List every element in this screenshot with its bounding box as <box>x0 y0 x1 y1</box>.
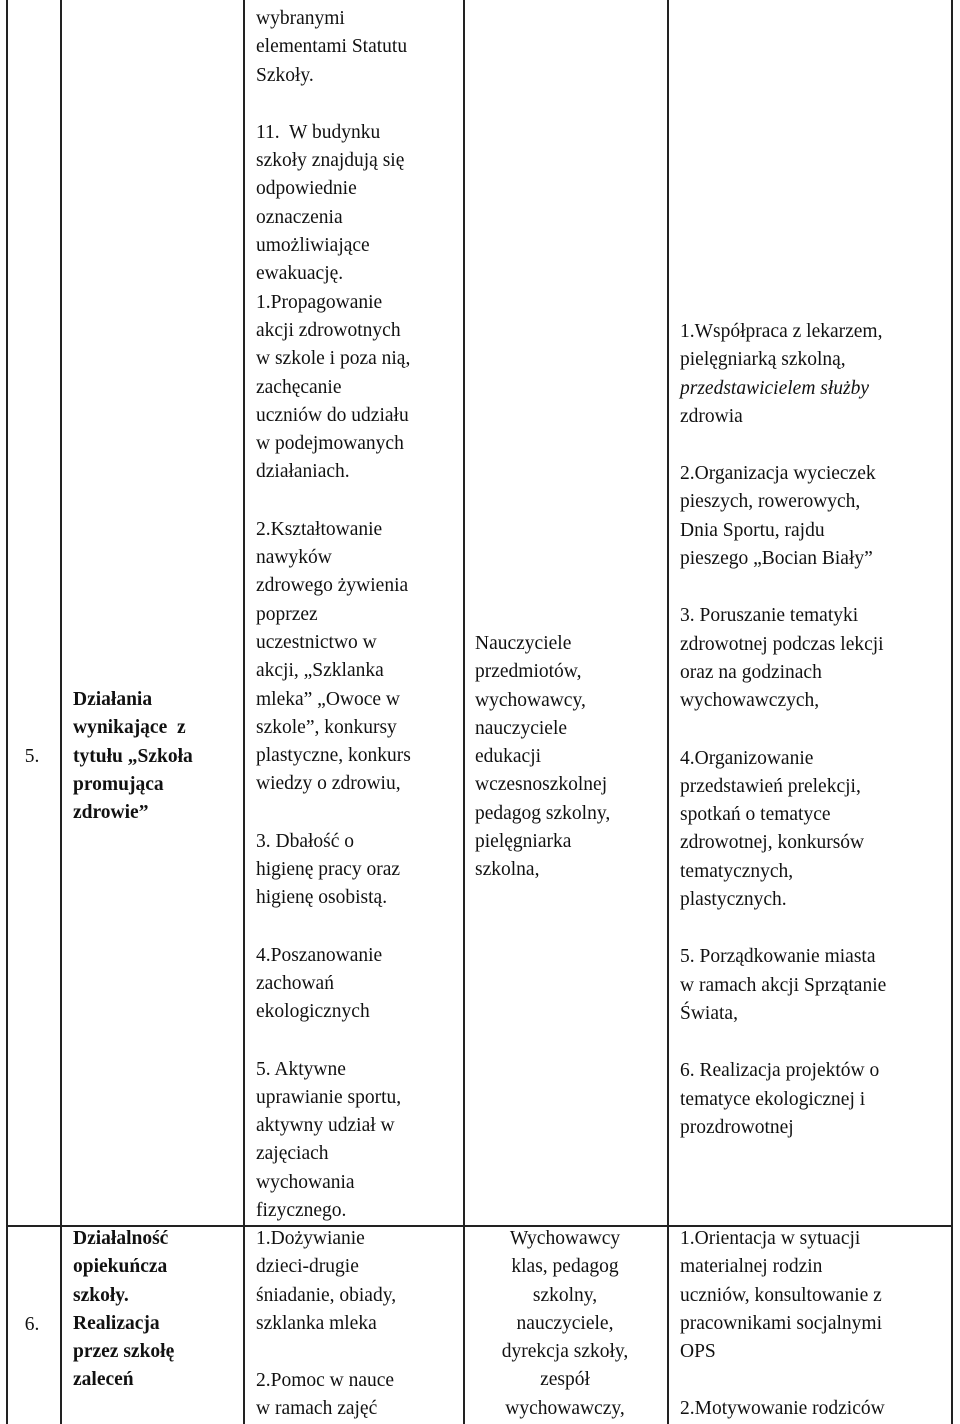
task-line: śniadanie, obiady, <box>256 1284 397 1306</box>
table-border-right <box>951 0 953 1424</box>
task-line: szklanka mleka <box>256 1312 377 1334</box>
task-line: wybranymi <box>256 8 345 29</box>
methods-column <box>680 1225 885 1424</box>
method-line: przedstawicielem służby <box>680 377 870 399</box>
title-line: wynikające z <box>73 717 186 739</box>
task-line: uczniów do udziału <box>256 404 409 426</box>
responsible-line: dyrekcja szkoły, <box>501 1341 629 1363</box>
method-line: 1.Współpraca z lekarzem, <box>680 321 883 342</box>
row-title <box>73 1225 174 1395</box>
task-line: oznaczenia <box>256 206 343 228</box>
task-line: 1.Propagowanie <box>256 291 383 313</box>
responsible-line: zespół <box>540 1369 590 1391</box>
task-line: szkole”, konkursy <box>256 716 397 738</box>
method-line: zdrowia <box>680 405 743 427</box>
responsible-line: Nauczyciele <box>475 633 572 654</box>
task-line: elementami Statutu <box>256 36 408 58</box>
method-line: tematyce ekologicznej i <box>680 1088 866 1110</box>
column-divider-1 <box>60 0 62 1424</box>
tasks-column <box>256 5 411 1225</box>
task-line: higienę pracy oraz <box>256 859 401 881</box>
method-line: pielęgniarką szkolną, <box>680 349 846 371</box>
task-line: wychowania <box>256 1171 355 1193</box>
method-line: 2.Motywowanie rodziców <box>680 1398 885 1420</box>
task-line: w podejmowanych <box>256 433 404 455</box>
title-line: przez szkołę <box>73 1341 175 1363</box>
tasks-column <box>256 1225 396 1424</box>
task-line: w szkole i poza nią, <box>256 348 411 370</box>
title-line: opiekuńcza <box>73 1256 168 1278</box>
table-border-left <box>6 0 8 1424</box>
title-line: tytułu „Szkoła <box>73 745 193 767</box>
responsible-column <box>475 1225 655 1423</box>
task-line: 3. Dbałość o <box>256 830 355 852</box>
method-line: w ramach akcji Sprzątanie <box>680 974 887 996</box>
task-line: akcji, „Szklanka <box>256 660 384 682</box>
method-line: Dnia Sportu, rajdu <box>680 519 825 541</box>
task-line: fizycznego. <box>256 1199 347 1221</box>
task-line: w ramach zajęć <box>256 1398 378 1420</box>
task-line: mleka” „Owoce w <box>256 688 401 710</box>
task-line: higienę osobistą. <box>256 887 388 909</box>
method-line: 4.Organizowanie <box>680 747 814 769</box>
responsible-line: pedagog szkolny, <box>475 802 611 824</box>
row-number: 5. <box>24 746 40 767</box>
method-line: 1.Orientacja w sytuacji <box>680 1228 861 1249</box>
method-line: uczniów, konsultowanie z <box>680 1284 882 1306</box>
method-line: pieszych, rowerowych, <box>680 491 861 513</box>
row-title <box>73 686 193 827</box>
responsible-line: pielęgniarka <box>475 831 572 853</box>
task-line: umożliwiające <box>256 235 370 257</box>
method-line: OPS <box>680 1341 716 1363</box>
responsible-line: klas, pedagog <box>511 1256 619 1278</box>
method-line: zdrowotnej podczas lekcji <box>680 633 884 655</box>
task-line: akcji zdrowotnych <box>256 319 401 341</box>
responsible-line: wychowawczy, <box>505 1397 625 1419</box>
responsible-line: wczesnoszkolnej <box>475 774 608 796</box>
responsible-line: nauczyciele, <box>516 1312 614 1334</box>
task-line: dzieci-drugie <box>256 1256 359 1278</box>
responsible-line: Wychowawcy <box>509 1228 621 1249</box>
task-line: zachowań <box>256 972 334 994</box>
task-line: poprzez <box>256 603 318 625</box>
method-line: Świata, <box>680 1002 738 1024</box>
responsible-line: przedmiotów, <box>475 661 582 683</box>
task-line: zachęcanie <box>256 376 342 398</box>
method-line: przedstawień prelekcji, <box>680 775 861 797</box>
column-divider-3 <box>463 0 465 1424</box>
method-line: prozdrowotnej <box>680 1116 794 1138</box>
task-line: nawyków <box>256 547 332 569</box>
column-divider-4 <box>667 0 669 1424</box>
method-line: oraz na godzinach <box>680 661 822 683</box>
responsible-line: nauczyciele <box>475 717 568 739</box>
task-line: odpowiednie <box>256 178 357 200</box>
method-line: zdrowotnej, konkursów <box>680 832 865 854</box>
title-line: Realizacja <box>73 1312 160 1334</box>
task-line: 2.Kształtowanie <box>256 518 383 540</box>
method-line: spotkań o tematyce <box>680 804 831 826</box>
method-line: 2.Organizacja wycieczek <box>680 463 876 485</box>
task-line: wiedzy o zdrowiu, <box>256 773 401 795</box>
task-line: 11. W budynku <box>256 121 381 143</box>
task-line: ekologicznych <box>256 1001 370 1023</box>
task-line: zdrowego żywienia <box>256 575 409 597</box>
task-line: 5. Aktywne <box>256 1058 346 1080</box>
method-line: 3. Poruszanie tematyki <box>680 605 859 627</box>
title-line: zdrowie” <box>73 802 149 824</box>
task-line: zajęciach <box>256 1143 329 1165</box>
responsible-line: szkolna, <box>475 859 540 881</box>
method-line: wychowawczych, <box>680 690 820 712</box>
task-line: Szkoły. <box>256 64 314 86</box>
task-line: 1.Dożywianie <box>256 1228 365 1249</box>
method-line: 5. Porządkowanie miasta <box>680 946 876 968</box>
method-line: pieszego „Bocian Biały” <box>680 548 873 570</box>
title-line: zaleceń <box>73 1369 134 1391</box>
responsible-line: szkolny, <box>532 1284 598 1306</box>
task-line: plastyczne, konkurs <box>256 745 411 767</box>
task-line: szkoły znajdują się <box>256 150 405 172</box>
title-line: Działania <box>73 689 153 710</box>
column-divider-2 <box>243 0 245 1424</box>
method-line: tematycznych, <box>680 860 794 882</box>
task-line: uczestnictwo w <box>256 631 377 653</box>
responsible-column <box>475 630 610 885</box>
task-line: uprawianie sportu, <box>256 1086 402 1108</box>
task-line: aktywny udział w <box>256 1115 395 1137</box>
task-line: działaniach. <box>256 461 350 483</box>
title-line: szkoły. <box>73 1284 129 1306</box>
task-line: 4.Poszanowanie <box>256 944 383 966</box>
methods-column <box>680 318 886 1142</box>
method-line: materialnej rodzin <box>680 1256 823 1278</box>
responsible-line: wychowawcy, <box>475 689 586 711</box>
title-line: promująca <box>73 773 164 795</box>
task-line: ewakuację. <box>256 263 344 285</box>
row-number: 6. <box>24 1314 40 1335</box>
method-line: 6. Realizacja projektów o <box>680 1060 880 1082</box>
method-line: plastycznych. <box>680 889 787 911</box>
method-line: pracownikami socjalnymi <box>680 1312 882 1334</box>
responsible-line: edukacji <box>475 746 542 768</box>
title-line: Działalność <box>73 1228 169 1249</box>
task-line: 2.Pomoc w nauce <box>256 1370 395 1392</box>
